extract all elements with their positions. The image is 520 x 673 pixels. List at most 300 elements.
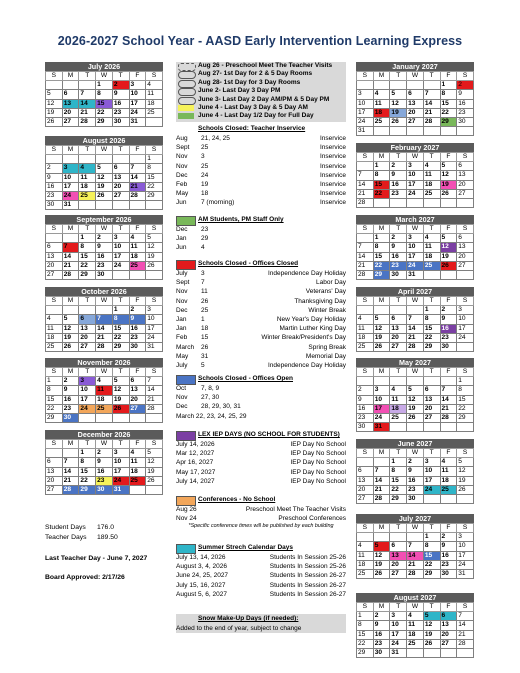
empty-cell <box>457 198 474 207</box>
row-text: 7, 8, 9 <box>201 385 220 392</box>
weekday-header: W <box>407 297 424 306</box>
month-header: February 2027 <box>356 143 474 152</box>
empty-cell <box>96 201 113 210</box>
day-cell: 29 <box>423 342 440 351</box>
day-cell: 26 <box>373 569 390 578</box>
weekday-header: S <box>46 72 63 81</box>
day-cell: 16 <box>407 476 424 485</box>
row-text: July 13, 14, 2026 <box>176 554 226 561</box>
empty-cell <box>407 81 424 90</box>
day-cell: 8 <box>440 90 457 99</box>
section-row <box>176 306 346 315</box>
section-teacher-inservice <box>176 124 346 208</box>
weekday-header: S <box>46 440 63 449</box>
section-row <box>176 278 346 287</box>
day-cell: 8 <box>357 621 374 630</box>
empty-cell <box>440 127 457 136</box>
month-grid <box>356 523 474 579</box>
day-cell: 24 <box>129 108 146 117</box>
day-cell: 6 <box>112 164 129 173</box>
row-text: Preschool Conferences <box>278 515 346 523</box>
day-cell: 17 <box>112 252 129 261</box>
row-text: 15 <box>201 334 209 342</box>
day-cell: 24 <box>407 261 424 270</box>
calendar-december-2026 <box>45 430 163 495</box>
day-cell: 29 <box>390 494 407 503</box>
day-cell: 31 <box>373 423 390 432</box>
weekday-header: S <box>357 524 374 533</box>
day-cell: 11 <box>407 621 424 630</box>
day-cell: 20 <box>46 261 63 270</box>
day-cell: 8 <box>423 542 440 551</box>
page-title: 2026-2027 School Year - AASD Early Intervention Learning Express <box>57 34 463 48</box>
row-text: July 15, 16, 2027 <box>176 581 226 589</box>
day-cell: 26 <box>440 261 457 270</box>
day-cell: 28 <box>79 117 96 126</box>
day-cell: 18 <box>423 252 440 261</box>
weekday-header: F <box>129 146 146 155</box>
row-text: July <box>176 270 188 277</box>
day-cell: 17 <box>112 467 129 476</box>
day-cell: 11 <box>390 395 407 404</box>
day-cell: 15 <box>146 173 163 182</box>
day-cell: 8 <box>112 315 129 324</box>
day-cell: 13 <box>46 467 63 476</box>
day-cell: 27 <box>390 569 407 578</box>
row-text: Sept <box>176 279 190 287</box>
day-cell: 11 <box>129 243 146 252</box>
day-cell: 20 <box>457 252 474 261</box>
day-cell: 22 <box>146 182 163 191</box>
day-cell: 25 <box>79 191 96 200</box>
empty-cell <box>440 377 457 386</box>
empty-cell <box>79 155 96 164</box>
row-text: March <box>176 343 195 351</box>
month-header: April 2027 <box>356 287 474 296</box>
empty-cell <box>129 155 146 164</box>
section-row <box>176 562 346 571</box>
day-cell: 29 <box>112 342 129 351</box>
day-cell: 26 <box>146 261 163 270</box>
weekday-header: F <box>129 72 146 81</box>
day-cell: 20 <box>390 333 407 342</box>
day-cell: 13 <box>457 171 474 180</box>
row-text: Feb <box>176 180 188 188</box>
weekday-header: S <box>46 297 63 306</box>
day-cell: 18 <box>373 108 390 117</box>
weekday-header: S <box>357 297 374 306</box>
day-cell: 25 <box>129 261 146 270</box>
row-text: Inservice <box>319 162 346 170</box>
day-cell: 22 <box>96 108 113 117</box>
weekday-header: T <box>423 297 440 306</box>
day-cell: 31 <box>357 127 374 136</box>
weekday-header: W <box>407 449 424 458</box>
day-cell: 9 <box>62 386 79 395</box>
section-title-text: Schools Closed - Offices Closed <box>198 260 299 267</box>
empty-cell <box>407 648 424 657</box>
day-cell: 13 <box>407 99 424 108</box>
weekday-header: T <box>423 225 440 234</box>
day-cell: 6 <box>46 243 63 252</box>
day-cell: 11 <box>440 467 457 476</box>
day-cell: 2 <box>46 164 63 173</box>
day-cell: 24 <box>112 261 129 270</box>
weekday-header: T <box>423 603 440 612</box>
day-cell: 9 <box>357 395 374 404</box>
day-cell: 24 <box>407 189 424 198</box>
day-cell: 10 <box>112 243 129 252</box>
day-cell: 7 <box>79 90 96 99</box>
weekday-header: M <box>373 153 390 162</box>
row-text: 26 <box>201 343 209 351</box>
weekday-header: M <box>373 603 390 612</box>
day-cell: 1 <box>457 377 474 386</box>
weekday-header: W <box>407 524 424 533</box>
day-cell: 30 <box>457 117 474 126</box>
weekday-header: T <box>390 297 407 306</box>
day-cell: 26 <box>407 413 424 422</box>
day-cell: 31 <box>112 485 129 494</box>
section-row <box>176 581 346 590</box>
section-row <box>176 243 346 252</box>
row-text: 28, 29, 30, 31 <box>201 403 241 411</box>
month-header: March 2027 <box>356 215 474 224</box>
month-header: October 2026 <box>45 287 163 296</box>
day-cell: 17 <box>357 108 374 117</box>
day-cell: 16 <box>96 252 113 261</box>
day-cell: 29 <box>96 117 113 126</box>
day-cell: 2 <box>373 612 390 621</box>
weekday-header: T <box>79 440 96 449</box>
day-cell: 15 <box>390 476 407 485</box>
row-text: Sept <box>176 144 190 152</box>
empty-cell <box>46 155 63 164</box>
day-cell: 2 <box>129 306 146 315</box>
row-text: Oct <box>176 385 187 392</box>
day-cell: 9 <box>440 315 457 324</box>
day-cell: 20 <box>407 108 424 117</box>
weekday-header: T <box>423 72 440 81</box>
day-cell: 17 <box>407 180 424 189</box>
day-cell: 6 <box>390 315 407 324</box>
row-text: Aug 26 <box>176 506 197 513</box>
month-grid <box>356 367 474 432</box>
day-cell: 12 <box>146 458 163 467</box>
weekday-header: S <box>146 297 163 306</box>
row-text: Students In Session 25-26 <box>269 563 346 571</box>
weekday-header: S <box>146 225 163 234</box>
weekday-header: T <box>390 153 407 162</box>
weekday-header: S <box>457 153 474 162</box>
day-cell: 19 <box>112 395 129 404</box>
empty-cell <box>357 533 374 542</box>
section-title-text: Summer Strech Calendar Days <box>198 544 294 551</box>
legend-item <box>176 112 346 120</box>
section-row <box>176 297 346 306</box>
day-cell: 1 <box>357 612 374 621</box>
row-text: August 5, 6, 2027 <box>176 590 227 598</box>
empty-cell <box>357 234 374 243</box>
day-cell: 20 <box>79 333 96 342</box>
day-cell: 16 <box>62 395 79 404</box>
row-text: 27, 30 <box>201 394 220 402</box>
weekday-header: F <box>129 368 146 377</box>
day-cell: 12 <box>373 324 390 333</box>
month-header: July 2026 <box>45 62 163 71</box>
row-text: Dec <box>176 403 188 411</box>
weekday-header: F <box>129 297 146 306</box>
empty-cell <box>407 423 424 432</box>
empty-cell <box>46 234 63 243</box>
legend-item <box>176 70 346 78</box>
day-cell: 12 <box>62 324 79 333</box>
weekday-header: T <box>390 603 407 612</box>
weekday-header: M <box>373 449 390 458</box>
empty-cell <box>457 494 474 503</box>
row-text: May 17, 2027 <box>176 468 216 476</box>
day-cell: 25 <box>46 342 63 351</box>
row-text: Inservice <box>319 144 346 152</box>
month-grid <box>45 296 163 352</box>
weekday-header: F <box>440 72 457 81</box>
section-summer-stretch <box>176 543 346 599</box>
day-cell: 7 <box>423 90 440 99</box>
weekday-header: F <box>129 440 146 449</box>
day-cell: 12 <box>440 171 457 180</box>
day-cell: 28 <box>457 639 474 648</box>
day-cell: 10 <box>129 90 146 99</box>
empty-cell <box>457 342 474 351</box>
section-am-students <box>176 215 346 253</box>
day-cell: 11 <box>357 551 374 560</box>
student-days-label: Student Days <box>45 524 86 531</box>
day-cell: 7 <box>62 458 79 467</box>
day-cell: 19 <box>373 560 390 569</box>
calendar-february-2027 <box>356 143 474 208</box>
day-cell: 4 <box>440 458 457 467</box>
day-cell: 12 <box>112 386 129 395</box>
day-cell: 14 <box>373 476 390 485</box>
day-cell: 11 <box>129 458 146 467</box>
section-row <box>176 189 346 198</box>
day-cell: 10 <box>357 99 374 108</box>
day-cell: 27 <box>79 342 96 351</box>
day-cell: 27 <box>357 494 374 503</box>
empty-cell <box>79 201 96 210</box>
weekday-header: W <box>96 368 113 377</box>
day-cell: 24 <box>373 413 390 422</box>
day-cell: 9 <box>96 458 113 467</box>
section-row <box>176 152 346 161</box>
row-text: IEP Day No School <box>290 450 346 458</box>
month-header: August 2027 <box>356 593 474 602</box>
day-cell: 6 <box>79 315 96 324</box>
day-cell: 18 <box>440 476 457 485</box>
weekday-header: W <box>96 72 113 81</box>
weekday-header: T <box>390 72 407 81</box>
day-cell: 19 <box>146 467 163 476</box>
day-cell: 18 <box>129 252 146 261</box>
day-cell: 14 <box>62 252 79 261</box>
day-cell: 14 <box>423 99 440 108</box>
empty-cell <box>112 201 129 210</box>
legend-item <box>176 104 346 112</box>
calendar-august-2027 <box>356 593 474 658</box>
month-grid <box>356 448 474 504</box>
day-cell: 21 <box>407 560 424 569</box>
day-cell: 7 <box>407 315 424 324</box>
day-cell: 20 <box>423 404 440 413</box>
empty-cell <box>96 155 113 164</box>
day-cell: 6 <box>62 90 79 99</box>
day-cell: 20 <box>129 395 146 404</box>
day-cell: 15 <box>79 467 96 476</box>
empty-cell <box>423 377 440 386</box>
day-cell: 31 <box>62 201 79 210</box>
calendar-october-2026 <box>45 287 163 352</box>
weekday-header: W <box>407 72 424 81</box>
weekday-header: F <box>440 449 457 458</box>
section-row <box>176 393 346 402</box>
day-cell: 4 <box>423 162 440 171</box>
calendar-july-2026 <box>45 62 163 127</box>
day-cell: 26 <box>457 485 474 494</box>
day-cell: 14 <box>440 395 457 404</box>
day-cell: 17 <box>390 630 407 639</box>
empty-cell <box>357 306 374 315</box>
empty-cell <box>390 306 407 315</box>
row-text: Students In Session 26-27 <box>269 590 346 598</box>
day-cell: 29 <box>423 569 440 578</box>
day-cell: 30 <box>390 270 407 279</box>
empty-cell <box>129 270 146 279</box>
day-cell: 19 <box>46 108 63 117</box>
day-cell: 13 <box>112 173 129 182</box>
empty-cell <box>390 81 407 90</box>
day-cell: 19 <box>373 333 390 342</box>
day-cell: 7 <box>357 243 374 252</box>
day-cell: 22 <box>79 476 96 485</box>
day-cell: 24 <box>79 404 96 413</box>
day-cell: 23 <box>96 261 113 270</box>
day-cell: 29 <box>440 117 457 126</box>
day-cell: 16 <box>112 99 129 108</box>
weekday-header: S <box>146 440 163 449</box>
empty-cell <box>440 270 457 279</box>
day-cell: 12 <box>457 467 474 476</box>
day-cell: 15 <box>423 551 440 560</box>
student-days <box>45 524 114 531</box>
section-row <box>176 198 346 207</box>
empty-cell <box>79 413 96 422</box>
day-cell: 11 <box>79 173 96 182</box>
row-text: Aug <box>176 135 188 142</box>
section-offices-open <box>176 374 346 421</box>
section-row <box>176 590 346 599</box>
row-text: 24 <box>201 171 209 179</box>
day-cell: 21 <box>62 476 79 485</box>
day-cell: 22 <box>79 261 96 270</box>
day-cell: 18 <box>423 180 440 189</box>
section-row <box>176 269 346 278</box>
day-cell: 26 <box>423 639 440 648</box>
empty-cell <box>96 306 113 315</box>
section-title-text: Schools Closed - Offices Open <box>198 375 293 382</box>
month-header: November 2026 <box>45 358 163 367</box>
weekday-header: M <box>62 146 79 155</box>
day-cell: 4 <box>357 542 374 551</box>
weekday-header: S <box>357 449 374 458</box>
day-cell: 16 <box>390 180 407 189</box>
day-cell: 7 <box>62 243 79 252</box>
weekday-header: S <box>457 72 474 81</box>
day-cell: 1 <box>423 533 440 542</box>
row-text: 18 <box>201 190 209 198</box>
row-text: Inservice <box>319 135 346 142</box>
day-cell: 9 <box>96 243 113 252</box>
row-text: 1 <box>201 315 205 323</box>
row-text: 7 (morning) <box>201 199 235 207</box>
day-cell: 15 <box>46 395 63 404</box>
day-cell: 3 <box>112 234 129 243</box>
day-cell: 16 <box>96 467 113 476</box>
day-cell: 19 <box>146 252 163 261</box>
day-cell: 5 <box>146 234 163 243</box>
empty-cell <box>390 377 407 386</box>
legend-label: June 4 - Last Day 1/2 Day for Full Day <box>198 112 314 120</box>
empty-cell <box>96 413 113 422</box>
day-cell: 22 <box>46 404 63 413</box>
weekday-header: T <box>79 368 96 377</box>
day-cell: 17 <box>373 404 390 413</box>
day-cell: 24 <box>112 476 129 485</box>
empty-cell <box>440 648 457 657</box>
row-text: Students In Session 26-27 <box>269 572 346 580</box>
day-cell: 5 <box>46 90 63 99</box>
section-title <box>176 374 346 384</box>
empty-cell <box>407 306 424 315</box>
day-cell: 5 <box>373 542 390 551</box>
day-cell: 23 <box>390 261 407 270</box>
day-cell: 7 <box>457 612 474 621</box>
empty-cell <box>357 81 374 90</box>
row-text: May <box>176 352 189 360</box>
day-cell: 20 <box>390 560 407 569</box>
day-cell: 9 <box>112 90 129 99</box>
row-text: Nov 24 <box>176 515 197 523</box>
day-cell: 21 <box>357 189 374 198</box>
day-cell: 21 <box>407 333 424 342</box>
day-cell: 21 <box>423 108 440 117</box>
weekday-header: F <box>440 368 457 377</box>
day-cell: 2 <box>112 81 129 90</box>
row-text: 31 <box>201 352 209 360</box>
day-cell: 17 <box>129 99 146 108</box>
weekday-header: F <box>440 297 457 306</box>
section-title-text: LEX IEP DAYS (NO SCHOOL FOR STUDENTS) <box>198 431 340 438</box>
day-cell: 7 <box>407 542 424 551</box>
day-cell: 18 <box>46 333 63 342</box>
calendar-august-2026 <box>45 136 163 210</box>
weekday-header: W <box>407 153 424 162</box>
weekday-header: T <box>390 449 407 458</box>
day-cell: 1 <box>112 306 129 315</box>
empty-cell <box>146 270 163 279</box>
calendar-july-2027 <box>356 514 474 579</box>
day-cell: 1 <box>390 458 407 467</box>
weekday-header: W <box>407 603 424 612</box>
